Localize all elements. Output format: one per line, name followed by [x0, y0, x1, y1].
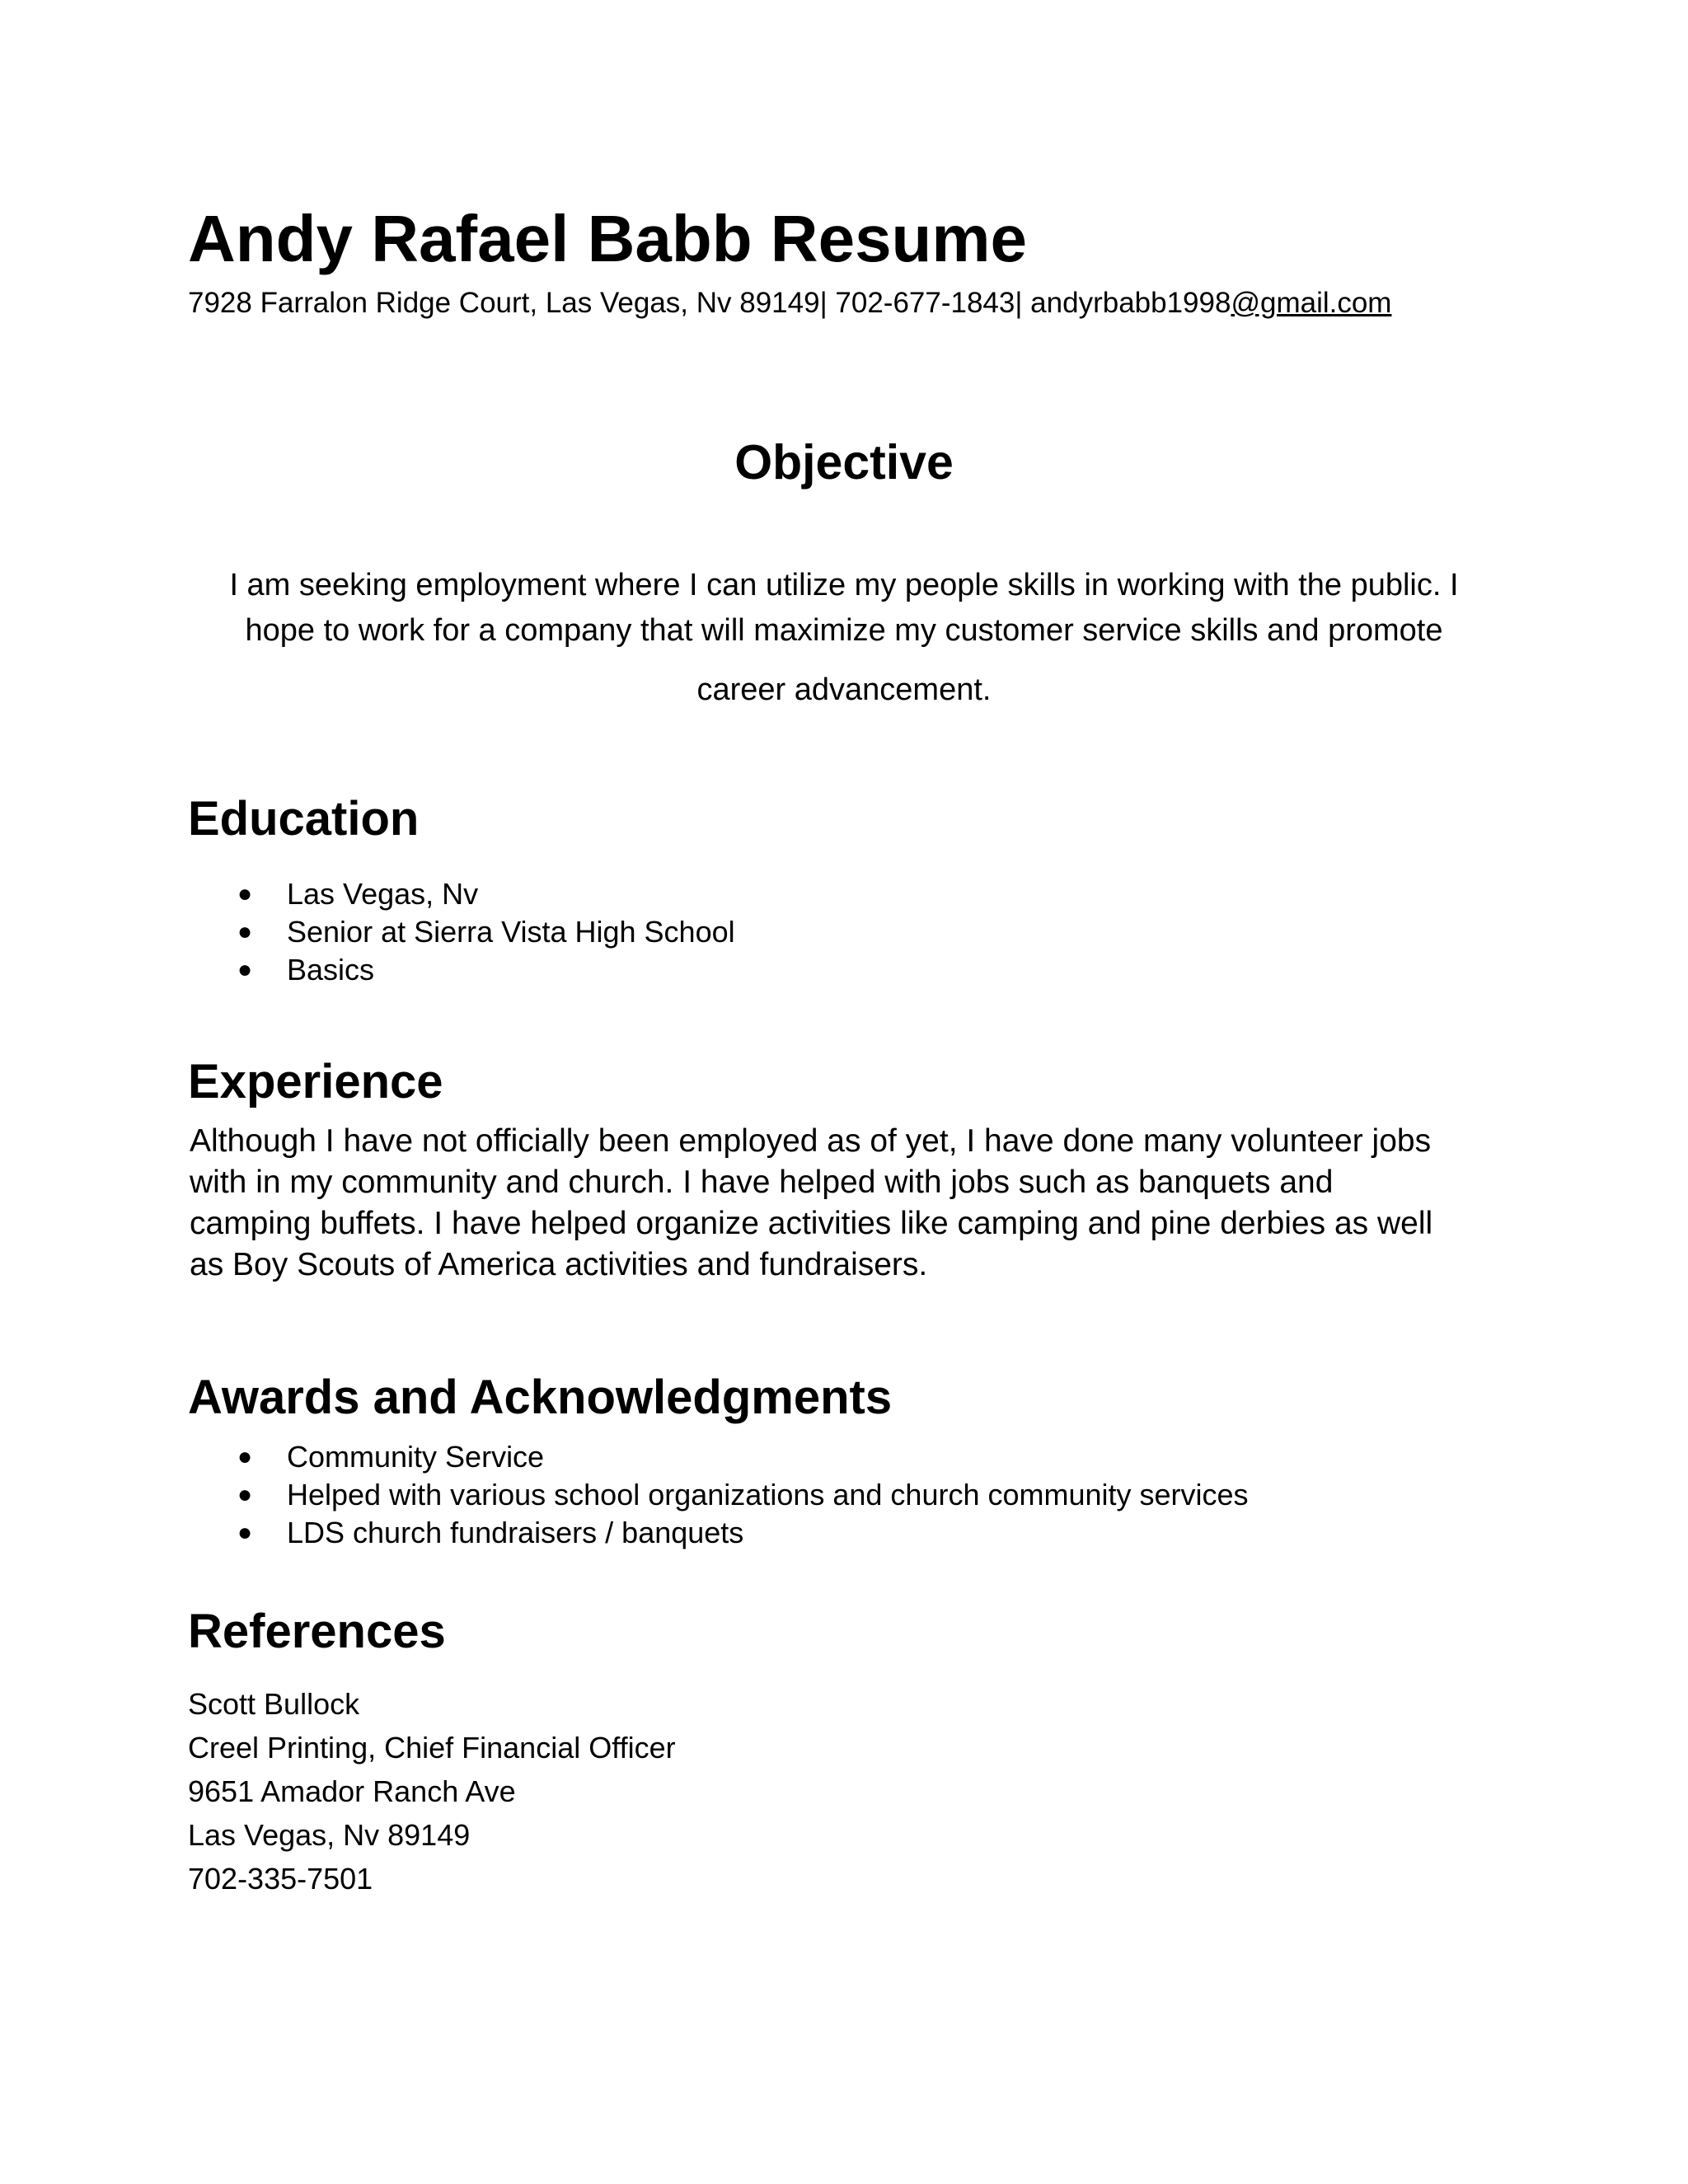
references-heading: References	[188, 1605, 446, 1658]
experience-line-1: Although I have not officially been employed as of yet, I have done many volunteer jobs	[190, 1123, 1432, 1159]
resume-title: Andy Rafael Babb Resume	[188, 202, 1028, 275]
bullet-icon: ●	[237, 918, 253, 945]
education-heading: Education	[188, 792, 420, 846]
awards-heading: Awards and Acknowledgments	[188, 1371, 893, 1424]
experience-line-3: camping buffets. I have helped organize activities like camping and pine derbies as well	[190, 1206, 1433, 1241]
contact-line	[188, 285, 1391, 321]
bullet-icon: ●	[237, 956, 253, 983]
experience-line-2: with in my community and church. I have helped with jobs such as banquets and	[190, 1165, 1334, 1200]
objective-line-2: hope to work for a company that will maximize my customer service skills and promote	[245, 613, 1443, 648]
experience-line-4: as Boy Scouts of America activities and fundraisers.	[190, 1247, 928, 1282]
experience-heading: Experience	[188, 1055, 443, 1108]
bullet-icon: ●	[237, 1481, 253, 1508]
bullet-icon: ●	[237, 1519, 253, 1546]
reference-name: Scott Bullock	[188, 1687, 360, 1721]
list-item: ● Basics	[237, 951, 735, 989]
contact-details: 7928 Farralon Ridge Court, Las Vegas, Nv 89149| 702-677-1843| andyrbabb1998	[188, 287, 1231, 319]
reference-city: Las Vegas, Nv 89149	[188, 1818, 471, 1852]
reference-position: Creel Printing, Chief Financial Officer	[188, 1731, 676, 1765]
reference-street: 9651 Amador Ranch Ave	[188, 1774, 516, 1808]
list-item: ● Helped with various school organizations and church community services	[237, 1476, 1249, 1514]
reference-phone: 702-335-7501	[188, 1862, 373, 1896]
email-link[interactable]: @gmail.com	[1231, 287, 1392, 319]
education-list	[237, 875, 735, 989]
bullet-icon: ●	[237, 1443, 253, 1470]
list-item: ● LDS church fundraisers / banquets	[237, 1514, 1249, 1552]
list-item: ● Senior at Sierra Vista High School	[237, 913, 735, 951]
list-item: ● Community Service	[237, 1438, 1249, 1476]
objective-heading: Objective	[734, 435, 954, 490]
list-item: ● Las Vegas, Nv	[237, 875, 735, 913]
objective-line-3: career advancement.	[696, 673, 992, 707]
bullet-icon: ●	[237, 880, 253, 907]
objective-line-1: I am seeking employment where I can utilize my people skills in working with the public. I	[229, 568, 1459, 602]
awards-list	[237, 1438, 1249, 1552]
